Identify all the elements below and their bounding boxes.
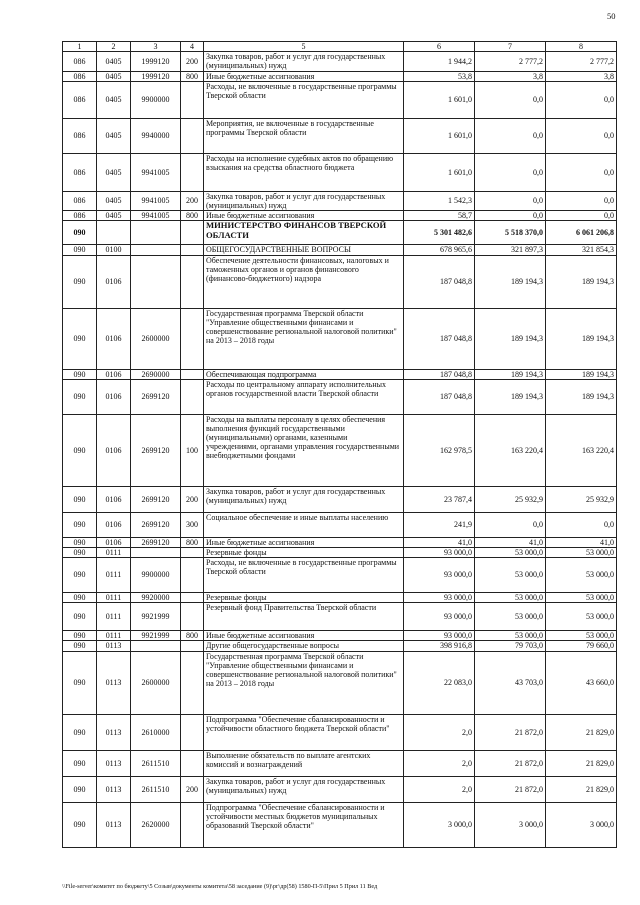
amount-col6-cell: 41,0 (404, 537, 475, 547)
description-cell: Подпрограмма "Обеспечение сбалансированности и устойчивости местных бюджетов муниципальных образований Тверской области" (204, 802, 404, 847)
amount-col7-cell: 25 932,9 (475, 486, 546, 512)
table-row (63, 547, 617, 557)
expense-type-code-cell (181, 255, 204, 308)
amount-col6-cell: 93 000,0 (404, 603, 475, 631)
description-cell: ОБЩЕГОСУДАРСТВЕННЫЕ ВОПРОСЫ (204, 245, 404, 255)
col-header: 2 (97, 42, 131, 52)
col-header: 8 (546, 42, 617, 52)
amount-col7-cell: 0,0 (475, 211, 546, 221)
target-code-cell: 2690000 (131, 369, 181, 379)
description-cell: Иные бюджетные ассигнования (204, 631, 404, 641)
amount-col6-cell: 53,8 (404, 71, 475, 81)
table-row (63, 52, 617, 71)
expense-type-code-cell (181, 558, 204, 593)
target-code-cell: 9940000 (131, 118, 181, 153)
description-cell: Социальное обеспечение и иные выплаты населению (204, 512, 404, 537)
ministry-code-cell: 086 (63, 191, 97, 210)
ministry-code-cell: 090 (63, 221, 97, 245)
table-row (63, 802, 617, 847)
expense-type-code-cell (181, 308, 204, 369)
amount-col7-cell: 0,0 (475, 118, 546, 153)
section-code-cell: 0405 (97, 81, 131, 118)
section-code-cell: 0111 (97, 558, 131, 593)
target-code-cell: 9900000 (131, 558, 181, 593)
file-path-footer: \\File-server\комитет по бюджету\5 Созыв\документы комитета\58 заседание (9)\рг\др(58) 1580-П-5\Прил 5 Прил 11 Вед (62, 883, 378, 890)
description-cell: Резервный фонд Правительства Тверской области (204, 603, 404, 631)
target-code-cell: 9921999 (131, 603, 181, 631)
col-header: 5 (204, 42, 404, 52)
amount-col8-cell: 0,0 (546, 512, 617, 537)
table-row (63, 414, 617, 486)
ministry-code-cell: 090 (63, 558, 97, 593)
table-row (63, 631, 617, 641)
amount-col6-cell: 93 000,0 (404, 593, 475, 603)
amount-col7-cell: 43 703,0 (475, 651, 546, 714)
table-row (63, 153, 617, 191)
table-row (63, 81, 617, 118)
ministry-code-cell: 090 (63, 512, 97, 537)
expense-type-code-cell (181, 245, 204, 255)
description-cell: Иные бюджетные ассигнования (204, 211, 404, 221)
amount-col6-cell: 187 048,8 (404, 308, 475, 369)
description-cell: МИНИСТЕРСТВО ФИНАНСОВ ТВЕРСКОЙ ОБЛАСТИ (204, 221, 404, 245)
expense-type-code-cell: 200 (181, 52, 204, 71)
description-cell: Государственная программа Тверской области "Управление общественными финансами и совершенствование региональной налоговой политики" на 2013 – 2018 годы (204, 651, 404, 714)
description-cell: Мероприятия, не включенные в государственные программы Тверской области (204, 118, 404, 153)
expense-type-code-cell (181, 221, 204, 245)
amount-col7-cell: 3,8 (475, 71, 546, 81)
section-code-cell: 0405 (97, 52, 131, 71)
section-code-cell: 0113 (97, 641, 131, 651)
target-code-cell: 2699120 (131, 512, 181, 537)
description-cell: Резервные фонды (204, 593, 404, 603)
section-code-cell: 0106 (97, 537, 131, 547)
table-row (63, 211, 617, 221)
table-row (63, 593, 617, 603)
amount-col6-cell: 1 601,0 (404, 81, 475, 118)
expense-type-code-cell (181, 153, 204, 191)
target-code-cell: 9921999 (131, 631, 181, 641)
section-code-cell: 0113 (97, 750, 131, 776)
ministry-code-cell: 090 (63, 714, 97, 750)
description-cell: Резервные фонды (204, 547, 404, 557)
amount-col8-cell: 79 660,0 (546, 641, 617, 651)
description-cell: Закупка товаров, работ и услуг для государственных (муниципальных) нужд (204, 191, 404, 210)
ministry-code-cell: 090 (63, 537, 97, 547)
target-code-cell (131, 641, 181, 651)
amount-col8-cell: 43 660,0 (546, 651, 617, 714)
description-cell: Подпрограмма "Обеспечение сбалансированности и устойчивости областного бюджета Тверской области" (204, 714, 404, 750)
expense-type-code-cell (181, 81, 204, 118)
expense-type-code-cell (181, 802, 204, 847)
section-code-cell: 0111 (97, 603, 131, 631)
table-row (63, 379, 617, 414)
table-row (63, 191, 617, 210)
expense-type-code-cell (181, 118, 204, 153)
amount-col7-cell: 53 000,0 (475, 558, 546, 593)
amount-col6-cell: 1 542,3 (404, 191, 475, 210)
ministry-code-cell: 090 (63, 486, 97, 512)
section-code-cell: 0106 (97, 308, 131, 369)
ministry-code-cell: 086 (63, 52, 97, 71)
amount-col8-cell: 189 194,3 (546, 379, 617, 414)
target-code-cell: 2610000 (131, 714, 181, 750)
amount-col7-cell: 189 194,3 (475, 379, 546, 414)
ministry-code-cell: 090 (63, 369, 97, 379)
table-row (63, 71, 617, 81)
section-code-cell: 0405 (97, 211, 131, 221)
amount-col6-cell: 241,9 (404, 512, 475, 537)
expense-type-code-cell (181, 651, 204, 714)
table-row (63, 486, 617, 512)
expense-type-code-cell (181, 593, 204, 603)
expense-type-code-cell: 800 (181, 631, 204, 641)
description-cell: Иные бюджетные ассигнования (204, 71, 404, 81)
amount-col7-cell: 53 000,0 (475, 603, 546, 631)
expense-type-code-cell (181, 714, 204, 750)
section-code-cell: 0113 (97, 714, 131, 750)
amount-col7-cell: 53 000,0 (475, 547, 546, 557)
amount-col6-cell: 1 601,0 (404, 118, 475, 153)
description-cell: Расходы на выплаты персоналу в целях обеспечения выполнения функций государственными (муниципальными) органами, казенными учреждениями, органами управления государственными внебюджетными фондами (204, 414, 404, 486)
target-code-cell: 2620000 (131, 802, 181, 847)
amount-col6-cell: 398 916,8 (404, 641, 475, 651)
table-row (63, 750, 617, 776)
ministry-code-cell: 090 (63, 379, 97, 414)
amount-col6-cell: 187 048,8 (404, 379, 475, 414)
ministry-code-cell: 090 (63, 776, 97, 802)
description-cell: Государственная программа Тверской области "Управление общественными финансами и совершенствование региональной налоговой политики" на 2013 – 2018 годы (204, 308, 404, 369)
amount-col8-cell: 41,0 (546, 537, 617, 547)
ministry-code-cell: 090 (63, 641, 97, 651)
amount-col7-cell: 321 897,3 (475, 245, 546, 255)
amount-col6-cell: 5 301 482,6 (404, 221, 475, 245)
section-code-cell: 0100 (97, 245, 131, 255)
section-code-cell: 0113 (97, 802, 131, 847)
amount-col8-cell: 25 932,9 (546, 486, 617, 512)
amount-col8-cell: 21 829,0 (546, 714, 617, 750)
target-code-cell: 9920000 (131, 593, 181, 603)
expense-type-code-cell: 800 (181, 71, 204, 81)
ministry-code-cell: 090 (63, 593, 97, 603)
amount-col8-cell: 0,0 (546, 118, 617, 153)
amount-col6-cell: 58,7 (404, 211, 475, 221)
section-code-cell (97, 221, 131, 245)
amount-col7-cell: 21 872,0 (475, 714, 546, 750)
table-row (63, 118, 617, 153)
amount-col6-cell: 187 048,8 (404, 255, 475, 308)
table-row (63, 558, 617, 593)
section-code-cell: 0106 (97, 512, 131, 537)
ministry-code-cell: 090 (63, 603, 97, 631)
amount-col8-cell: 0,0 (546, 191, 617, 210)
description-cell: Расходы на исполнение судебных актов по обращению взыскания на средства областного бюджета (204, 153, 404, 191)
amount-col8-cell: 163 220,4 (546, 414, 617, 486)
description-cell: Выполнение обязательств по выплате агентских комиссий и вознаграждений (204, 750, 404, 776)
target-code-cell: 9900000 (131, 81, 181, 118)
expense-type-code-cell (181, 369, 204, 379)
amount-col8-cell: 3 000,0 (546, 802, 617, 847)
section-code-cell: 0113 (97, 651, 131, 714)
expense-type-code-cell: 200 (181, 776, 204, 802)
amount-col6-cell: 1 944,2 (404, 52, 475, 71)
col-header: 4 (181, 42, 204, 52)
page-number: 50 (607, 11, 616, 21)
ministry-code-cell: 086 (63, 211, 97, 221)
section-code-cell: 0106 (97, 255, 131, 308)
section-code-cell: 0405 (97, 153, 131, 191)
amount-col7-cell: 3 000,0 (475, 802, 546, 847)
amount-col8-cell: 2 777,2 (546, 52, 617, 71)
amount-col6-cell: 2,0 (404, 776, 475, 802)
description-cell: Закупка товаров, работ и услуг для государственных (муниципальных) нужд (204, 486, 404, 512)
target-code-cell (131, 547, 181, 557)
amount-col6-cell: 187 048,8 (404, 369, 475, 379)
amount-col7-cell: 53 000,0 (475, 593, 546, 603)
amount-col7-cell: 0,0 (475, 512, 546, 537)
section-code-cell: 0106 (97, 486, 131, 512)
amount-col8-cell: 21 829,0 (546, 776, 617, 802)
table-row (63, 651, 617, 714)
expense-type-code-cell: 100 (181, 414, 204, 486)
amount-col8-cell: 53 000,0 (546, 593, 617, 603)
table-row (63, 714, 617, 750)
section-code-cell: 0405 (97, 191, 131, 210)
col-header: 7 (475, 42, 546, 52)
expense-type-code-cell: 800 (181, 211, 204, 221)
target-code-cell: 9941005 (131, 191, 181, 210)
ministry-code-cell: 090 (63, 255, 97, 308)
expense-type-code-cell: 200 (181, 486, 204, 512)
amount-col8-cell: 0,0 (546, 153, 617, 191)
section-code-cell: 0106 (97, 414, 131, 486)
table-row (63, 603, 617, 631)
target-code-cell: 2600000 (131, 308, 181, 369)
amount-col6-cell: 162 978,5 (404, 414, 475, 486)
description-cell: Иные бюджетные ассигнования (204, 537, 404, 547)
section-code-cell: 0111 (97, 593, 131, 603)
expense-type-code-cell: 200 (181, 191, 204, 210)
description-cell: Обеспечение деятельности финансовых, налоговых и таможенных органов и органов финансового (финансово-бюджетного) надзора (204, 255, 404, 308)
table-row (63, 641, 617, 651)
ministry-code-cell: 086 (63, 81, 97, 118)
ministry-code-cell: 090 (63, 651, 97, 714)
expense-type-code-cell: 300 (181, 512, 204, 537)
description-cell: Обеспечивающая подпрограмма (204, 369, 404, 379)
ministry-code-cell: 090 (63, 750, 97, 776)
description-cell: Другие общегосударственные вопросы (204, 641, 404, 651)
table-row (63, 512, 617, 537)
amount-col7-cell: 21 872,0 (475, 776, 546, 802)
target-code-cell: 9941005 (131, 211, 181, 221)
amount-col8-cell: 6 061 206,8 (546, 221, 617, 245)
table-row (63, 255, 617, 308)
target-code-cell: 2611510 (131, 776, 181, 802)
ministry-code-cell: 090 (63, 414, 97, 486)
description-cell: Расходы по центральному аппарату исполнительных органов государственной власти Тверской области (204, 379, 404, 414)
section-code-cell: 0111 (97, 547, 131, 557)
expense-type-code-cell (181, 379, 204, 414)
table-row (63, 369, 617, 379)
col-header: 6 (404, 42, 475, 52)
target-code-cell (131, 255, 181, 308)
section-code-cell: 0106 (97, 379, 131, 414)
amount-col7-cell: 189 194,3 (475, 369, 546, 379)
ministry-code-cell: 086 (63, 153, 97, 191)
amount-col6-cell: 22 083,0 (404, 651, 475, 714)
amount-col6-cell: 2,0 (404, 714, 475, 750)
description-cell: Закупка товаров, работ и услуг для государственных (муниципальных) нужд (204, 52, 404, 71)
table-row (63, 221, 617, 245)
amount-col7-cell: 189 194,3 (475, 255, 546, 308)
amount-col7-cell: 53 000,0 (475, 631, 546, 641)
description-cell: Закупка товаров, работ и услуг для государственных (муниципальных) нужд (204, 776, 404, 802)
amount-col6-cell: 93 000,0 (404, 631, 475, 641)
amount-col8-cell: 321 854,3 (546, 245, 617, 255)
amount-col7-cell: 79 703,0 (475, 641, 546, 651)
target-code-cell: 2699120 (131, 379, 181, 414)
amount-col8-cell: 189 194,3 (546, 369, 617, 379)
amount-col6-cell: 1 601,0 (404, 153, 475, 191)
amount-col6-cell: 93 000,0 (404, 558, 475, 593)
expense-type-code-cell: 800 (181, 537, 204, 547)
amount-col6-cell: 23 787,4 (404, 486, 475, 512)
ministry-code-cell: 086 (63, 71, 97, 81)
amount-col8-cell: 189 194,3 (546, 308, 617, 369)
ministry-code-cell: 090 (63, 245, 97, 255)
amount-col6-cell: 2,0 (404, 750, 475, 776)
expense-type-code-cell (181, 750, 204, 776)
target-code-cell (131, 221, 181, 245)
budget-table (62, 41, 617, 848)
ministry-code-cell: 086 (63, 118, 97, 153)
table-row (63, 308, 617, 369)
target-code-cell: 9941005 (131, 153, 181, 191)
amount-col6-cell: 93 000,0 (404, 547, 475, 557)
table-row (63, 776, 617, 802)
expense-type-code-cell (181, 547, 204, 557)
section-code-cell: 0111 (97, 631, 131, 641)
column-number-row (63, 42, 617, 52)
amount-col7-cell: 0,0 (475, 153, 546, 191)
amount-col8-cell: 53 000,0 (546, 558, 617, 593)
section-code-cell: 0113 (97, 776, 131, 802)
amount-col6-cell: 678 965,6 (404, 245, 475, 255)
amount-col7-cell: 0,0 (475, 191, 546, 210)
ministry-code-cell: 090 (63, 631, 97, 641)
target-code-cell: 2699120 (131, 414, 181, 486)
amount-col8-cell: 53 000,0 (546, 603, 617, 631)
table-row (63, 245, 617, 255)
target-code-cell: 2699120 (131, 486, 181, 512)
target-code-cell: 1999120 (131, 71, 181, 81)
target-code-cell: 2600000 (131, 651, 181, 714)
table-row (63, 537, 617, 547)
amount-col8-cell: 21 829,0 (546, 750, 617, 776)
target-code-cell: 1999120 (131, 52, 181, 71)
section-code-cell: 0405 (97, 71, 131, 81)
section-code-cell: 0405 (97, 118, 131, 153)
amount-col8-cell: 3,8 (546, 71, 617, 81)
expense-type-code-cell (181, 641, 204, 651)
amount-col8-cell: 189 194,3 (546, 255, 617, 308)
ministry-code-cell: 090 (63, 547, 97, 557)
ministry-code-cell: 090 (63, 802, 97, 847)
target-code-cell (131, 245, 181, 255)
ministry-code-cell: 090 (63, 308, 97, 369)
target-code-cell: 2699120 (131, 537, 181, 547)
amount-col7-cell: 2 777,2 (475, 52, 546, 71)
amount-col7-cell: 163 220,4 (475, 414, 546, 486)
target-code-cell: 2611510 (131, 750, 181, 776)
amount-col6-cell: 3 000,0 (404, 802, 475, 847)
amount-col7-cell: 0,0 (475, 81, 546, 118)
amount-col7-cell: 5 518 370,0 (475, 221, 546, 245)
description-cell: Расходы, не включенные в государственные программы Тверской области (204, 81, 404, 118)
section-code-cell: 0106 (97, 369, 131, 379)
amount-col8-cell: 0,0 (546, 211, 617, 221)
amount-col8-cell: 53 000,0 (546, 631, 617, 641)
description-cell: Расходы, не включенные в государственные программы Тверской области (204, 558, 404, 593)
amount-col8-cell: 53 000,0 (546, 547, 617, 557)
amount-col7-cell: 189 194,3 (475, 308, 546, 369)
expense-type-code-cell (181, 603, 204, 631)
amount-col7-cell: 41,0 (475, 537, 546, 547)
amount-col8-cell: 0,0 (546, 81, 617, 118)
col-header: 3 (131, 42, 181, 52)
amount-col7-cell: 21 872,0 (475, 750, 546, 776)
col-header: 1 (63, 42, 97, 52)
